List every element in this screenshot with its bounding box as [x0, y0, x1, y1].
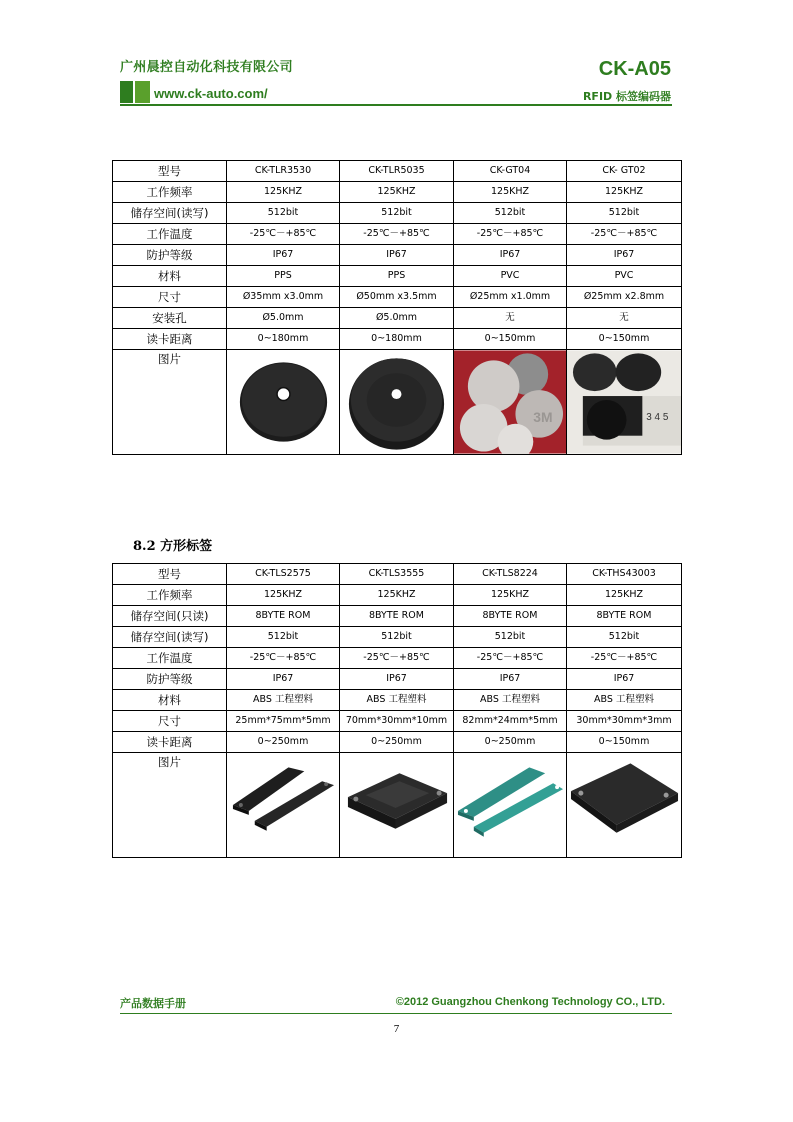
header-cell: CK-TLS3555 [340, 564, 454, 585]
table-cell: 512bit [567, 627, 682, 648]
table-cell: 8BYTE ROM [227, 606, 340, 627]
table-cell: -25℃－+85℃ [340, 224, 454, 245]
row-label: 储存空间(读写) [113, 627, 227, 648]
row-label: 读卡距离 [113, 329, 227, 350]
square-tag-spec-table [112, 563, 682, 858]
black-bar-tags-icon [227, 753, 340, 858]
row-label: 材料 [113, 690, 227, 711]
table-cell: IP67 [567, 245, 682, 266]
svg-text:3M: 3M [533, 408, 553, 425]
table-header-row [113, 564, 682, 585]
table-cell: 30mm*30mm*3mm [567, 711, 682, 732]
table-row [113, 308, 682, 329]
footer-copyright: ©2012 Guangzhou Chenkong Technology CO., LTD. [395, 996, 665, 1008]
black-rect-tag-icon [340, 753, 454, 858]
table-row [113, 732, 682, 753]
table-cell: 8BYTE ROM [567, 606, 682, 627]
table-cell: 0~250mm [227, 732, 340, 753]
image-row [113, 753, 682, 858]
website-link[interactable]: www.ck-auto.com/ [154, 86, 268, 101]
table-cell: IP67 [454, 669, 567, 690]
table-cell: -25℃－+85℃ [454, 224, 567, 245]
black-disc-tag-icon [227, 350, 340, 455]
header-cell: CK-TLS2575 [227, 564, 340, 585]
black-square-tag-icon [567, 753, 682, 858]
table-cell: -25℃－+85℃ [340, 648, 454, 669]
table-cell: -25℃－+85℃ [454, 648, 567, 669]
footer-manual-title: 产品数据手册 [120, 997, 186, 1010]
page-number: 7 [393, 1023, 400, 1035]
table-cell: 125KHZ [340, 182, 454, 203]
table-cell: PPS [340, 266, 454, 287]
row-label: 工作频率 [113, 585, 227, 606]
table-cell: Ø50mm x3.5mm [340, 287, 454, 308]
table-cell: IP67 [227, 669, 340, 690]
table-cell: 125KHZ [454, 182, 567, 203]
table-cell: PVC [454, 266, 567, 287]
header-cell: CK-TLS8224 [454, 564, 567, 585]
table-cell: ABS 工程塑料 [454, 690, 567, 711]
table-row [113, 329, 682, 350]
table-cell: 125KHZ [227, 182, 340, 203]
table-cell: ABS 工程塑料 [567, 690, 682, 711]
green-bar-tags-icon [454, 753, 567, 858]
3m-adhesive-disc-tags-icon [454, 350, 567, 455]
table-cell: -25℃－+85℃ [227, 648, 340, 669]
table-cell: 512bit [340, 203, 454, 224]
table-row [113, 182, 682, 203]
table-cell: Ø25mm x2.8mm [567, 287, 682, 308]
table-cell: 8BYTE ROM [454, 606, 567, 627]
table-row [113, 266, 682, 287]
table-cell: 0~150mm [567, 329, 682, 350]
row-label: 工作温度 [113, 224, 227, 245]
header-cell: CK-THS43003 [567, 564, 682, 585]
table-row [113, 287, 682, 308]
table-cell: 70mm*30mm*10mm [340, 711, 454, 732]
table-row [113, 711, 682, 732]
table-cell: IP67 [340, 669, 454, 690]
table-cell: 512bit [567, 203, 682, 224]
row-label: 读卡距离 [113, 732, 227, 753]
table-cell: 0~180mm [227, 329, 340, 350]
table-cell: IP67 [454, 245, 567, 266]
header-cell: 型号 [113, 564, 227, 585]
table-row [113, 690, 682, 711]
table-cell: 512bit [227, 627, 340, 648]
table-row [113, 224, 682, 245]
row-label: 图片 [113, 753, 227, 858]
table-cell: ABS 工程塑料 [340, 690, 454, 711]
company-name: 广州晨控自动化科技有限公司 [120, 60, 293, 75]
header-cell: CK-GT04 [454, 161, 567, 182]
table-cell: -25℃－+85℃ [567, 224, 682, 245]
company-logo [120, 81, 150, 103]
table-row [113, 648, 682, 669]
svg-text:3 4 5: 3 4 5 [646, 411, 669, 423]
table-cell: 512bit [227, 203, 340, 224]
table-cell: PVC [567, 266, 682, 287]
row-label: 安装孔 [113, 308, 227, 329]
table-cell: 0~150mm [454, 329, 567, 350]
table-cell: 125KHZ [567, 585, 682, 606]
table-cell: 8BYTE ROM [340, 606, 454, 627]
table-cell: Ø5.0mm [340, 308, 454, 329]
table-cell: 82mm*24mm*5mm [454, 711, 567, 732]
header-cell: CK-TLR5035 [340, 161, 454, 182]
black-disc-tag-large-icon [340, 350, 454, 455]
image-row [113, 350, 682, 455]
table-cell: ABS 工程塑料 [227, 690, 340, 711]
round-tag-spec-table [112, 160, 682, 455]
table-cell: Ø5.0mm [227, 308, 340, 329]
table-row [113, 627, 682, 648]
row-label: 尺寸 [113, 287, 227, 308]
table-cell: Ø25mm x1.0mm [454, 287, 567, 308]
black-coin-tags-ruler-icon [567, 350, 682, 455]
header-divider [120, 104, 672, 106]
table-cell: 0~150mm [567, 732, 682, 753]
table-cell: IP67 [340, 245, 454, 266]
table-cell: IP67 [227, 245, 340, 266]
table-row [113, 585, 682, 606]
row-label: 防护等级 [113, 669, 227, 690]
row-label: 图片 [113, 350, 227, 455]
table-row [113, 669, 682, 690]
row-label: 储存空间(读写) [113, 203, 227, 224]
row-label: 尺寸 [113, 711, 227, 732]
table-cell: 25mm*75mm*5mm [227, 711, 340, 732]
table-row [113, 203, 682, 224]
row-label: 工作温度 [113, 648, 227, 669]
table-cell: IP67 [567, 669, 682, 690]
table-cell: 无 [567, 308, 682, 329]
table-cell: 125KHZ [340, 585, 454, 606]
table-cell: 0~250mm [454, 732, 567, 753]
table-cell: 0~180mm [340, 329, 454, 350]
header-cell: CK-TLR3530 [227, 161, 340, 182]
table-cell: 无 [454, 308, 567, 329]
row-label: 材料 [113, 266, 227, 287]
table-cell: 512bit [454, 627, 567, 648]
product-subtitle: RFID 标签编码器 [582, 90, 671, 103]
table-row [113, 245, 682, 266]
table-cell: 125KHZ [567, 182, 682, 203]
table-cell: 125KHZ [454, 585, 567, 606]
table-cell: PPS [227, 266, 340, 287]
row-label: 防护等级 [113, 245, 227, 266]
row-label: 储存空间(只读) [113, 606, 227, 627]
table-cell: 512bit [340, 627, 454, 648]
section-title: 8.2 方形标签 [133, 539, 213, 554]
table-cell: -25℃－+85℃ [567, 648, 682, 669]
table-row [113, 606, 682, 627]
model-title: CK-A05 [598, 58, 671, 80]
table-cell: 0~250mm [340, 732, 454, 753]
header-cell: 型号 [113, 161, 227, 182]
table-cell: 125KHZ [227, 585, 340, 606]
table-cell: -25℃－+85℃ [227, 224, 340, 245]
header-cell: CK- GT02 [567, 161, 682, 182]
footer-divider [120, 1013, 672, 1014]
table-header-row [113, 161, 682, 182]
row-label: 工作频率 [113, 182, 227, 203]
table-cell: 512bit [454, 203, 567, 224]
table-cell: Ø35mm x3.0mm [227, 287, 340, 308]
